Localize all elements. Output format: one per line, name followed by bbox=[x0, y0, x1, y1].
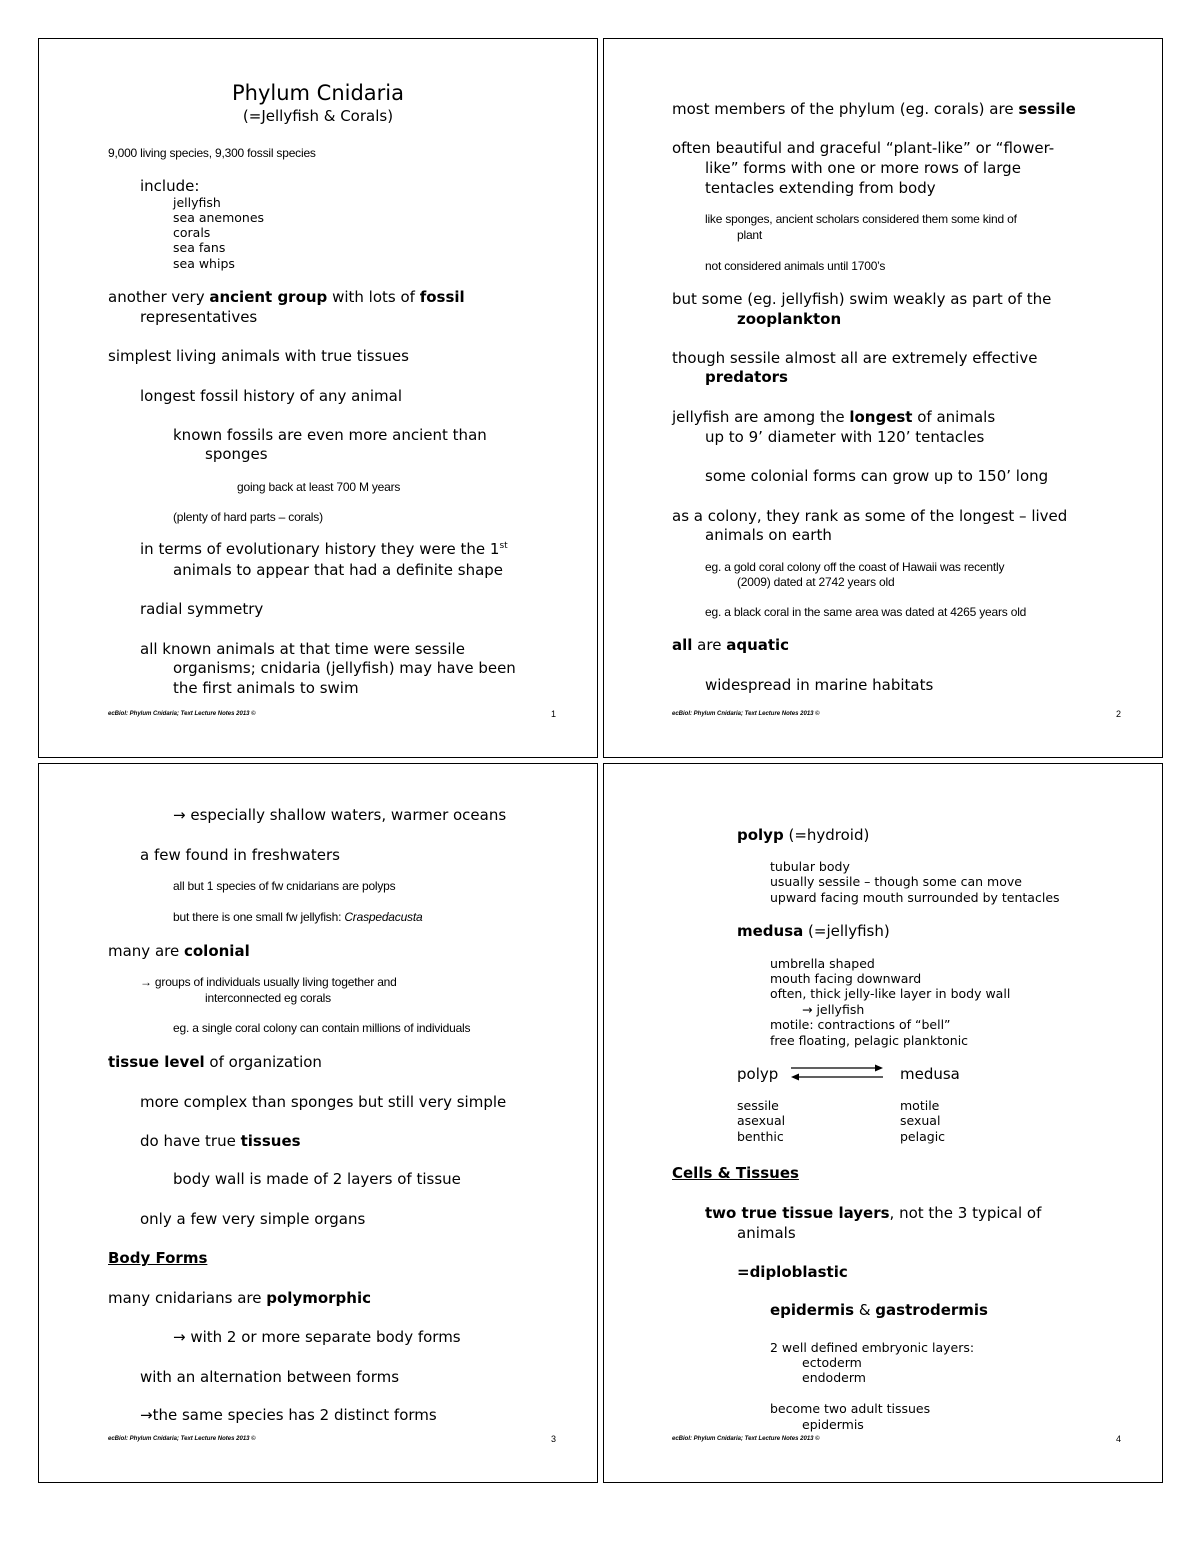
like-sponges-line: like sponges, ancient scholars considered them some kind of bbox=[705, 212, 1017, 226]
groups-line-2: interconnected eg corals bbox=[205, 991, 331, 1005]
include-item: sea fans bbox=[173, 240, 226, 255]
include-item: sea anemones bbox=[173, 210, 265, 225]
cycle-polyp-label: polyp bbox=[737, 1065, 779, 1083]
medusa-heading: medusa (=jellyfish) bbox=[737, 922, 890, 940]
sessile-line-3: the first animals to swim bbox=[173, 679, 359, 697]
ectoderm-line: ectoderm bbox=[802, 1355, 862, 1370]
page-subtitle: (=Jellyfish & Corals) bbox=[242, 107, 394, 125]
swim-line-1: but some (eg. jellyfish) swim weakly as part of the bbox=[672, 290, 1052, 308]
medusa-item: mouth facing downward bbox=[770, 971, 922, 986]
longest-line: jellyfish are among the longest of animals bbox=[672, 408, 996, 426]
page-number: 4 bbox=[1116, 1434, 1122, 1444]
polyp-trait: benthic bbox=[737, 1129, 784, 1144]
known-fossils-line: known fossils are even more ancient than bbox=[173, 426, 487, 444]
organs-line: only a few very simple organs bbox=[140, 1210, 366, 1228]
not-considered-line: not considered animals until 1700’s bbox=[705, 259, 886, 273]
slide-page-3 bbox=[38, 763, 598, 1483]
diameter-line: up to 9’ diameter with 120’ tentacles bbox=[705, 428, 985, 446]
diploblastic-term: =diploblastic bbox=[737, 1263, 848, 1281]
medusa-item: free floating, pelagic planktonic bbox=[770, 1033, 969, 1048]
embryonic-line: 2 well defined embryonic layers: bbox=[770, 1340, 975, 1355]
cycle-medusa-label: medusa bbox=[900, 1065, 960, 1083]
include-item: jellyfish bbox=[173, 195, 221, 210]
fw-polyps-line: all but 1 species of fw cnidarians are polyps bbox=[173, 879, 396, 893]
two-layers-line-2: animals bbox=[737, 1224, 796, 1242]
two-forms-line: → with 2 or more separate body forms bbox=[173, 1328, 461, 1346]
endoderm-line: endoderm bbox=[802, 1370, 866, 1385]
page-title: Phylum Cnidaria bbox=[231, 81, 405, 105]
become-line: become two adult tissues bbox=[770, 1401, 931, 1416]
epidermis-line: epidermis bbox=[802, 1417, 864, 1432]
evolution-line-2: animals to appear that had a definite shape bbox=[173, 561, 504, 579]
polyp-item: usually sessile – though some can move bbox=[770, 874, 1022, 889]
gold-coral-line-2: (2009) dated at 2742 years old bbox=[737, 575, 895, 589]
page-number: 2 bbox=[1116, 709, 1122, 719]
sessile-line-2: organisms; cnidaria (jellyfish) may have been bbox=[173, 659, 516, 677]
page-number: 1 bbox=[551, 709, 557, 719]
polyp-item: upward facing mouth surrounded by tentacles bbox=[770, 890, 1060, 905]
like-sponges-line-2: plant bbox=[737, 228, 763, 242]
sessile-line-1: all known animals at that time were sessile bbox=[140, 640, 465, 658]
include-item: corals bbox=[173, 225, 211, 240]
often-line-1: often beautiful and graceful “plant-like” or “flower- bbox=[672, 139, 1055, 157]
zooplankton-term: zooplankton bbox=[737, 310, 842, 328]
alternation-arrows-icon bbox=[787, 1062, 887, 1084]
page-footer: ecBiol: Phylum Cnidaria; Text Lecture Notes 2013 © bbox=[672, 1436, 820, 1442]
often-line-3: tentacles extending from body bbox=[705, 179, 936, 197]
two-layers-line: two true tissue layers, not the 3 typical of bbox=[705, 1204, 1042, 1222]
groups-line-1: → groups of individuals usually living together and bbox=[140, 975, 397, 989]
longest-fossil-line: longest fossil history of any animal bbox=[140, 387, 403, 405]
polyp-trait: sessile bbox=[737, 1098, 779, 1113]
going-back-line: going back at least 700 M years bbox=[237, 480, 401, 494]
medusa-trait: sexual bbox=[900, 1113, 941, 1128]
ancient-line: another very ancient group with lots of fossil bbox=[108, 288, 465, 306]
polyp-trait: asexual bbox=[737, 1113, 786, 1128]
medusa-trait: motile bbox=[900, 1098, 940, 1113]
ancient-line-2: representatives bbox=[140, 308, 258, 326]
include-label: include: bbox=[140, 177, 200, 195]
page-footer: ecBiol: Phylum Cnidaria; Text Lecture Notes 2013 © bbox=[672, 711, 820, 717]
freshwater-line: a few found in freshwaters bbox=[140, 846, 340, 864]
evolution-line: in terms of evolutionary history they were the 1st bbox=[140, 540, 508, 558]
often-line-2: like” forms with one or more rows of large bbox=[705, 159, 1021, 177]
slide-page-1 bbox=[38, 38, 598, 758]
radial-symmetry-line: radial symmetry bbox=[140, 600, 264, 618]
include-item: sea whips bbox=[173, 256, 235, 271]
colony-line-2: animals on earth bbox=[705, 526, 832, 544]
medusa-item: → jellyfish bbox=[802, 1002, 865, 1017]
plenty-line: (plenty of hard parts – corals) bbox=[173, 510, 323, 524]
shallow-line: → especially shallow waters, warmer oceans bbox=[173, 806, 507, 824]
marine-line: widespread in marine habitats bbox=[705, 676, 934, 694]
complex-line: more complex than sponges but still very simple bbox=[140, 1093, 507, 1111]
colonial-forms-line: some colonial forms can grow up to 150’ long bbox=[705, 467, 1049, 485]
medusa-item: umbrella shaped bbox=[770, 956, 875, 971]
predators-line-1: though sessile almost all are extremely effective bbox=[672, 349, 1038, 367]
medusa-item: motile: contractions of “bell” bbox=[770, 1017, 951, 1032]
page-footer: ecBiol: Phylum Cnidaria; Text Lecture Notes 2013 © bbox=[108, 1436, 256, 1442]
aquatic-line: all are aquatic bbox=[672, 636, 790, 654]
epidermis-gastrodermis-line: epidermis & gastrodermis bbox=[770, 1301, 988, 1319]
body-forms-heading: Body Forms bbox=[108, 1249, 208, 1267]
polyp-heading: polyp (=hydroid) bbox=[737, 826, 870, 844]
most-members-line: most members of the phylum (eg. corals) are sessile bbox=[672, 100, 1076, 118]
gold-coral-line: eg. a gold coral colony off the coast of Hawaii was recently bbox=[705, 560, 1005, 574]
page-footer: ecBiol: Phylum Cnidaria; Text Lecture Notes 2013 © bbox=[108, 711, 256, 717]
true-tissues-line: do have true tissues bbox=[140, 1132, 301, 1150]
predators-term: predators bbox=[705, 368, 788, 386]
colony-line-1: as a colony, they rank as some of the longest – lived bbox=[672, 507, 1068, 525]
polymorphic-line: many cnidarians are polymorphic bbox=[108, 1289, 371, 1307]
body-wall-line: body wall is made of 2 layers of tissue bbox=[173, 1170, 461, 1188]
black-coral-line: eg. a black coral in the same area was dated at 4265 years old bbox=[705, 605, 1027, 619]
known-fossils-line-2: sponges bbox=[205, 445, 268, 463]
tissue-level-line: tissue level of organization bbox=[108, 1053, 322, 1071]
polyp-item: tubular body bbox=[770, 859, 850, 874]
medusa-trait: pelagic bbox=[900, 1129, 946, 1144]
species-count: 9,000 living species, 9,300 fossil species bbox=[108, 146, 316, 160]
alternation-line: with an alternation between forms bbox=[140, 1368, 400, 1386]
page-number: 3 bbox=[551, 1434, 557, 1444]
medusa-item: often, thick jelly-like layer in body wall bbox=[770, 986, 1011, 1001]
fw-jellyfish-line: but there is one small fw jellyfish: Craspedacusta bbox=[173, 910, 423, 924]
distinct-forms-line: →the same species has 2 distinct forms bbox=[140, 1406, 437, 1424]
millions-line: eg. a single coral colony can contain millions of individuals bbox=[173, 1021, 471, 1035]
slide-page-4 bbox=[603, 763, 1163, 1483]
slide-page-2 bbox=[603, 38, 1163, 758]
cells-tissues-heading: Cells & Tissues bbox=[672, 1164, 799, 1182]
simplest-line: simplest living animals with true tissues bbox=[108, 347, 409, 365]
colonial-line: many are colonial bbox=[108, 942, 250, 960]
